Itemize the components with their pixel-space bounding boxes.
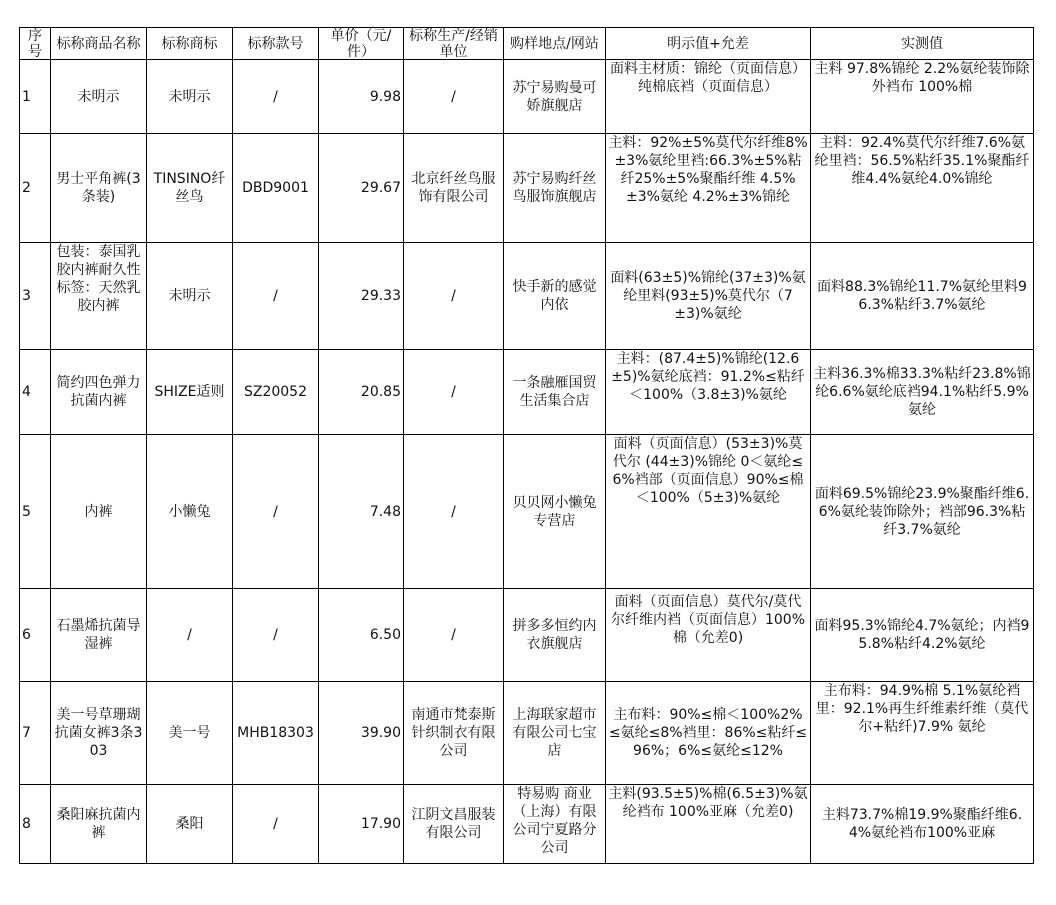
cell-measured	[811, 682, 1034, 785]
cell-seq	[20, 134, 51, 243]
table-row	[20, 134, 1034, 243]
row-4-shop: 一条融雁国贸生活集合店	[512, 375, 597, 409]
cell-price	[319, 60, 404, 134]
header-seq-cell	[20, 28, 51, 60]
row-2-measured: 主料：92.4%莫代尔纤维7.6%氨纶里裆：56.5%粘纤35.1%聚酯纤维4.4%氨纶4.0%锦纶	[814, 135, 1030, 187]
cell-claimed	[606, 435, 811, 589]
table-row	[20, 243, 1034, 350]
row-6-seq: 6	[22, 627, 31, 643]
cell-brand	[147, 350, 233, 435]
header-price: 单价（元/件）	[330, 28, 392, 59]
row-2-shop: 苏宁易购纤丝鸟服饰旗舰店	[512, 171, 597, 205]
cell-price	[319, 682, 404, 785]
cell-shop	[504, 243, 606, 350]
row-5-seq: 5	[22, 503, 31, 520]
cell-seq	[20, 60, 51, 134]
row-6-measured: 面料95.3%锦纶4.7%氨纶；内裆95.8%粘纤4.2%氨纶	[814, 618, 1030, 652]
cell-seq	[20, 785, 51, 864]
row-4-maker: /	[451, 384, 456, 400]
cell-measured	[811, 589, 1034, 682]
row-5-claimed: 面料（页面信息）(53±3)%莫代尔 (44±3)%锦纶 0＜氨纶≤6%裆部（页面信息）90%≤棉＜100%（5±3)%氨纶	[612, 436, 804, 506]
cell-brand	[147, 435, 233, 589]
cell-maker	[404, 435, 504, 589]
cell-model	[233, 435, 319, 589]
cell-measured	[811, 435, 1034, 589]
product-test-table	[19, 27, 1034, 864]
row-8-model: /	[273, 816, 278, 832]
row-8-brand: 桑阳	[175, 816, 204, 832]
row-6-shop: 拼多多恒约内衣旗舰店	[512, 618, 597, 652]
cell-name	[51, 243, 147, 350]
cell-price	[319, 435, 404, 589]
cell-measured	[811, 60, 1034, 134]
cell-name	[51, 589, 147, 682]
header-row	[20, 28, 1034, 60]
row-4-measured: 主料36.3%棉33.3%粘纤23.8%锦纶6.6%氨纶底裆94.1%粘纤5.9%氨纶	[813, 366, 1031, 418]
row-6-name: 石墨烯抗菌导湿裤	[56, 618, 141, 652]
header-shop-cell	[504, 28, 606, 60]
cell-price	[319, 589, 404, 682]
row-3-name: 包装：泰国乳胶内裤耐久性标签：天然乳胶内裤	[56, 244, 141, 314]
cell-name	[51, 435, 147, 589]
row-8-price: 17.90	[360, 816, 401, 832]
row-5-shop: 贝贝网小懒兔专营店	[512, 494, 597, 529]
cell-maker	[404, 350, 504, 435]
header-name-cell	[51, 28, 147, 60]
row-6-price: 6.50	[369, 627, 401, 643]
row-5-price: 7.48	[369, 503, 401, 520]
row-6-maker: /	[451, 627, 456, 643]
row-3-price: 29.33	[360, 288, 401, 304]
cell-claimed	[606, 682, 811, 785]
row-7-shop: 上海联家超市有限公司七宝店	[512, 707, 597, 759]
row-7-maker: 南通市梵泰斯针织制衣有限公司	[411, 707, 496, 759]
row-1-brand: 未明示	[168, 88, 211, 105]
row-4-claimed: 主料：(87.4±5)%锦纶(12.6±5)%氨纶底裆：91.2%≤粘纤＜100%（3.8±3)%氨纶	[611, 351, 805, 403]
table-row	[20, 350, 1034, 435]
table-row	[20, 589, 1034, 682]
cell-seq	[20, 589, 51, 682]
cell-brand	[147, 785, 233, 864]
cell-claimed	[606, 243, 811, 350]
header-measured: 实测值	[901, 35, 943, 52]
cell-model	[233, 134, 319, 243]
cell-measured	[811, 134, 1034, 243]
row-4-name: 简约四色弹力抗菌内裤	[56, 375, 141, 409]
header-maker: 标称生产/经销单位	[409, 28, 498, 59]
header-model-cell	[233, 28, 319, 60]
row-4-price: 20.85	[360, 384, 401, 400]
cell-maker	[404, 60, 504, 134]
row-8-claimed: 主料(93.5±5)%棉(6.5±3)%氨纶裆布 100%亚麻（允差0)	[608, 786, 808, 820]
row-3-maker: /	[451, 288, 456, 304]
row-8-shop: 特易购 商业（上海）有限公司宁夏路分公司	[512, 786, 597, 856]
cell-name	[51, 785, 147, 864]
cell-shop	[504, 60, 606, 134]
row-3-model: /	[273, 288, 278, 304]
row-5-maker: /	[451, 503, 456, 520]
cell-price	[319, 350, 404, 435]
cell-measured	[811, 350, 1034, 435]
cell-model	[233, 785, 319, 864]
row-1-model: /	[273, 88, 278, 105]
header-price-cell	[319, 28, 404, 60]
row-1-name: 未明示	[77, 88, 120, 105]
row-5-model: /	[273, 503, 278, 520]
cell-brand	[147, 243, 233, 350]
cell-price	[319, 785, 404, 864]
header-model: 标称款号	[247, 35, 304, 52]
cell-model	[233, 682, 319, 785]
header-claimed: 明示值+允差	[667, 35, 749, 52]
row-3-brand: 未明示	[168, 288, 211, 304]
cell-name	[51, 60, 147, 134]
cell-brand	[147, 60, 233, 134]
header-maker-cell	[404, 28, 504, 60]
cell-model	[233, 60, 319, 134]
row-7-brand: 美一号	[168, 725, 211, 741]
cell-maker	[404, 243, 504, 350]
cell-maker	[404, 785, 504, 864]
cell-seq	[20, 435, 51, 589]
row-2-model: DBD9001	[242, 180, 309, 196]
row-4-model: SZ20052	[243, 384, 307, 400]
cell-model	[233, 350, 319, 435]
row-2-maker: 北京纤丝鸟服饰有限公司	[411, 171, 496, 205]
header-shop: 购样地点/网站	[510, 35, 599, 52]
cell-maker	[404, 134, 504, 243]
row-2-brand: TINSINO纤丝鸟	[153, 171, 226, 205]
row-1-claimed: 面料主材质：锦纶（页面信息）纯棉底裆（页面信息）	[610, 61, 806, 95]
cell-shop	[504, 589, 606, 682]
row-8-seq: 8	[22, 816, 31, 832]
row-2-price: 29.67	[360, 180, 401, 196]
row-1-shop: 苏宁易购曼可娇旗舰店	[512, 79, 597, 114]
row-5-brand: 小懒兔	[168, 503, 211, 520]
table-row	[20, 682, 1034, 785]
cell-shop	[504, 350, 606, 435]
cell-shop	[504, 134, 606, 243]
row-7-claimed: 主布料：90%≤棉＜100%2%≤氨纶≤8%裆里：86%≤粘纤≤96%；6%≤氨纶≤12%	[608, 707, 808, 759]
cell-claimed	[606, 134, 811, 243]
row-2-seq: 2	[22, 180, 31, 196]
row-4-brand: SHIZE适则	[154, 384, 225, 400]
row-3-shop: 快手新的感觉内依	[512, 279, 597, 313]
cell-measured	[811, 243, 1034, 350]
row-6-claimed: 面料（页面信息）莫代尔/莫代尔纤维内裆（页面信息）100%棉（允差0)	[610, 594, 806, 646]
cell-seq	[20, 682, 51, 785]
table-row	[20, 435, 1034, 589]
table-row	[20, 60, 1034, 134]
row-3-measured: 面料88.3%锦纶11.7%氨纶里料96.3%粘纤3.7%氨纶	[817, 279, 1027, 313]
cell-brand	[147, 134, 233, 243]
cell-brand	[147, 589, 233, 682]
cell-brand	[147, 682, 233, 785]
row-1-maker: /	[451, 88, 456, 105]
cell-maker	[404, 682, 504, 785]
row-7-price: 39.90	[360, 725, 401, 741]
cell-shop	[504, 435, 606, 589]
row-6-brand: /	[187, 627, 192, 643]
header-brand: 标称商标	[161, 35, 218, 52]
row-4-seq: 4	[22, 384, 31, 400]
row-2-claimed: 主料：92%±5%莫代尔纤维8%±3%氨纶里裆:66.3%±5%粘纤25%±5%聚酯纤维 4.5%±3%氨纶 4.2%±3%锦纶	[608, 135, 808, 205]
row-8-measured: 主料73.7%棉19.9%聚酯纤维6.4%氨纶裆布100%亚麻	[821, 807, 1023, 841]
row-7-seq: 7	[22, 725, 31, 741]
row-8-name: 桑阳麻抗菌内裤	[56, 807, 141, 841]
row-3-seq: 3	[22, 288, 31, 304]
table-row	[20, 785, 1034, 864]
header-claimed-cell	[606, 28, 811, 60]
header-name: 标称商品名称	[56, 35, 141, 52]
cell-shop	[504, 785, 606, 864]
cell-claimed	[606, 60, 811, 134]
cell-seq	[20, 243, 51, 350]
header-seq: 序号	[28, 28, 42, 59]
row-2-name: 男士平角裤(3条装)	[56, 171, 141, 205]
cell-price	[319, 243, 404, 350]
row-6-model: /	[273, 627, 278, 643]
row-8-maker: 江阴文昌服装有限公司	[411, 807, 496, 841]
row-1-price: 9.98	[369, 88, 401, 105]
cell-measured	[811, 785, 1034, 864]
cell-claimed	[606, 785, 811, 864]
cell-price	[319, 134, 404, 243]
row-5-name: 内裤	[84, 503, 113, 520]
row-1-seq: 1	[22, 88, 31, 105]
cell-claimed	[606, 589, 811, 682]
cell-claimed	[606, 350, 811, 435]
cell-model	[233, 243, 319, 350]
cell-seq	[20, 350, 51, 435]
row-5-measured: 面料69.5%锦纶23.9%聚酯纤维6.6%氨纶装饰除外；裆部96.3%粘纤3.7%氨纶	[814, 485, 1030, 538]
header-brand-cell	[147, 28, 233, 60]
row-7-name: 美一号草珊瑚抗菌女裤3条303	[54, 707, 143, 759]
cell-name	[51, 350, 147, 435]
cell-name	[51, 682, 147, 785]
header-measured-cell	[811, 28, 1034, 60]
cell-model	[233, 589, 319, 682]
row-7-measured: 主布料：94.9%棉 5.1%氨纶裆里：92.1%再生纤维素纤维（莫代尔+粘纤)7.9% 氨纶	[815, 683, 1029, 735]
cell-shop	[504, 682, 606, 785]
cell-maker	[404, 589, 504, 682]
row-1-measured: 主料 97.8%锦纶 2.2%氨纶装饰除外裆布 100%棉	[814, 61, 1030, 95]
row-7-model: MHB18303	[237, 725, 314, 741]
row-3-claimed: 面料(63±5)%锦纶(37±3)%氨纶里料(93±5)%莫代尔（7±3)%氨纶	[610, 270, 806, 322]
cell-name	[51, 134, 147, 243]
